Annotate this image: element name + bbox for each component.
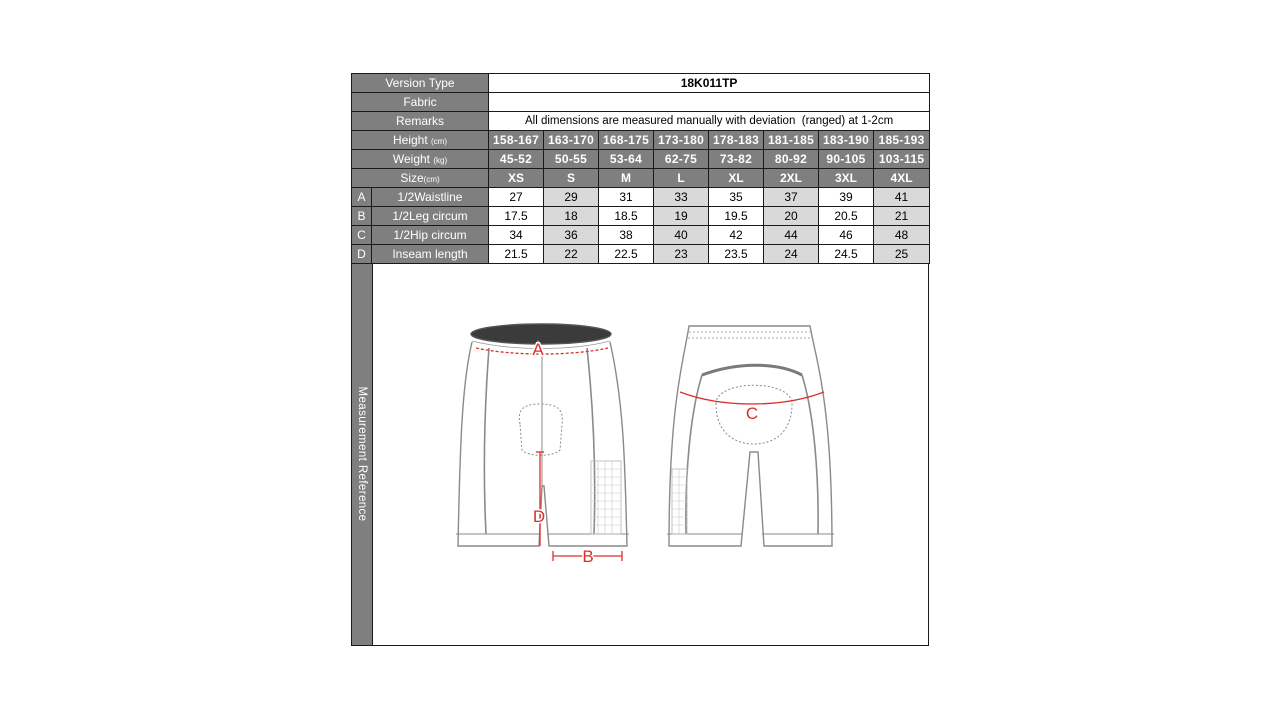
measurement-name: 1/2Waistline xyxy=(372,188,489,207)
measurement-value: 22 xyxy=(544,245,599,264)
measurement-value: 46 xyxy=(819,226,874,245)
measurement-value: 41 xyxy=(874,188,930,207)
remarks-row xyxy=(352,112,930,131)
measurement-value: 20.5 xyxy=(819,207,874,226)
height-cell: 173-180 xyxy=(654,131,709,150)
fabric-label: Fabric xyxy=(352,93,489,112)
measurement-value: 25 xyxy=(874,245,930,264)
measurement-value: 48 xyxy=(874,226,930,245)
size-cell: 3XL xyxy=(819,169,874,188)
size-label: Size xyxy=(400,171,424,185)
measurement-value: 31 xyxy=(599,188,654,207)
weight-header xyxy=(352,150,489,169)
height-label: Height xyxy=(392,133,428,147)
marker-b: B xyxy=(582,547,594,566)
size-cell: 2XL xyxy=(764,169,819,188)
measurement-value: 29 xyxy=(544,188,599,207)
measurement-letter: B xyxy=(352,207,372,226)
version-type-label: Version Type xyxy=(352,74,489,93)
weight-cell: 62-75 xyxy=(654,150,709,169)
marker-d: D xyxy=(532,507,546,526)
measurement-value: 33 xyxy=(654,188,709,207)
measurement-value: 19.5 xyxy=(709,207,764,226)
size-cell: XL xyxy=(709,169,764,188)
size-cell: L xyxy=(654,169,709,188)
measurement-value: 21.5 xyxy=(489,245,544,264)
weight-cell: 73-82 xyxy=(709,150,764,169)
height-cell: 181-185 xyxy=(764,131,819,150)
measurement-value: 42 xyxy=(709,226,764,245)
height-row xyxy=(352,131,930,150)
size-cell: M xyxy=(599,169,654,188)
height-header xyxy=(352,131,489,150)
back-view xyxy=(667,326,834,546)
size-unit: (cm) xyxy=(423,175,440,184)
measurement-name: 1/2Leg circum xyxy=(372,207,489,226)
height-cell: 183-190 xyxy=(819,131,874,150)
weight-cell: 50-55 xyxy=(544,150,599,169)
size-cell: XS xyxy=(489,169,544,188)
measurement-reference xyxy=(351,264,929,646)
remarks-value: All dimensions are measured manually with deviation (ranged) at 1-2cm xyxy=(489,112,930,131)
measurement-letter: A xyxy=(352,188,372,207)
measurement-value: 38 xyxy=(599,226,654,245)
weight-cell: 45-52 xyxy=(489,150,544,169)
marker-c: C xyxy=(745,404,759,423)
measurement-value: 24 xyxy=(764,245,819,264)
measurement-letter: C xyxy=(352,226,372,245)
weight-row xyxy=(352,150,930,169)
weight-label: Weight xyxy=(392,152,431,166)
height-cell: 185-193 xyxy=(874,131,930,150)
weight-unit: (kg) xyxy=(433,156,448,165)
measurement-row xyxy=(352,245,930,264)
measurement-value: 21 xyxy=(874,207,930,226)
measurement-value: 40 xyxy=(654,226,709,245)
measurement-value: 23.5 xyxy=(709,245,764,264)
measurement-value: 35 xyxy=(709,188,764,207)
shorts-diagram xyxy=(372,264,928,644)
height-cell: 178-183 xyxy=(709,131,764,150)
weight-cell: 53-64 xyxy=(599,150,654,169)
measurement-value: 17.5 xyxy=(489,207,544,226)
measurement-row xyxy=(352,188,930,207)
weight-cell: 90-105 xyxy=(819,150,874,169)
measurement-value: 20 xyxy=(764,207,819,226)
size-chart xyxy=(351,73,929,646)
fabric-value xyxy=(489,93,930,112)
fabric-row xyxy=(352,93,930,112)
measurement-value: 22.5 xyxy=(599,245,654,264)
marker-a: A xyxy=(532,340,544,359)
measurement-value: 36 xyxy=(544,226,599,245)
size-row xyxy=(352,169,930,188)
version-type-value: 18K011TP xyxy=(489,74,930,93)
measurement-value: 44 xyxy=(764,226,819,245)
measurement-value: 27 xyxy=(489,188,544,207)
size-cell: 4XL xyxy=(874,169,930,188)
size-table xyxy=(351,73,930,264)
height-cell: 163-170 xyxy=(544,131,599,150)
measurement-letter: D xyxy=(352,245,372,264)
measurement-value: 23 xyxy=(654,245,709,264)
measurement-name: Inseam length xyxy=(372,245,489,264)
remarks-label: Remarks xyxy=(352,112,489,131)
weight-cell: 103-115 xyxy=(874,150,930,169)
size-header xyxy=(352,169,489,188)
height-unit: (cm) xyxy=(431,137,448,146)
measurement-value: 18 xyxy=(544,207,599,226)
size-cell: S xyxy=(544,169,599,188)
weight-cell: 80-92 xyxy=(764,150,819,169)
height-cell: 168-175 xyxy=(599,131,654,150)
measurement-value: 19 xyxy=(654,207,709,226)
measurement-value: 37 xyxy=(764,188,819,207)
measurement-row xyxy=(352,226,930,245)
measurement-row xyxy=(352,207,930,226)
measurement-name: 1/2Hip circum xyxy=(372,226,489,245)
measurement-value: 34 xyxy=(489,226,544,245)
measurement-reference-band xyxy=(352,264,373,645)
measurement-value: 24.5 xyxy=(819,245,874,264)
version-type-row xyxy=(352,74,930,93)
measurement-reference-label: Measurement Reference xyxy=(356,386,368,522)
height-cell: 158-167 xyxy=(489,131,544,150)
measurement-value: 39 xyxy=(819,188,874,207)
measurement-value: 18.5 xyxy=(599,207,654,226)
